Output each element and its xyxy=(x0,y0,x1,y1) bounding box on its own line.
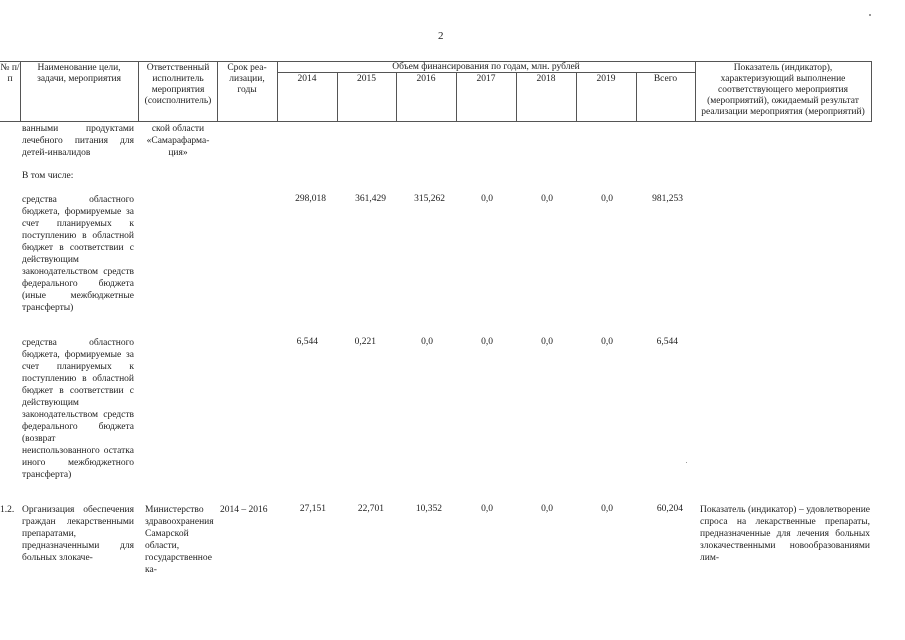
row-item-1-2-name: Организация обеспечения граждан лекарственными препаратами, предназначенными для больных злокаче- xyxy=(22,505,134,563)
value-2016: 315,262 xyxy=(414,194,445,204)
header-year: 2016 xyxy=(416,74,436,84)
row-cont-name: ванными продуктами лечебного питания для детей-инвалидов xyxy=(22,124,134,158)
col-divider xyxy=(217,61,218,122)
header-year: 2018 xyxy=(536,74,556,84)
value-2017: 0,0 xyxy=(481,194,493,204)
col-divider xyxy=(695,61,696,122)
col-divider xyxy=(20,61,21,122)
value-total: 981,253 xyxy=(652,194,683,204)
header-col-financing: Объем финансирования по годам, млн. рублей xyxy=(392,62,580,72)
value-2014: 27,151 xyxy=(299,504,326,514)
value-2017: 0,0 xyxy=(481,337,493,347)
value-2019: 0,0 xyxy=(601,504,613,514)
value-total: 60,204 xyxy=(656,504,683,514)
value-2019: 0,0 xyxy=(601,194,613,204)
header-total: Всего xyxy=(653,74,678,84)
scan-speck xyxy=(686,462,687,463)
value-2014: 6,544 xyxy=(296,337,318,347)
value-total: 6,544 xyxy=(656,337,678,347)
row-unused-return-name: средства областного бюджета, формируемые за счет планируемых к поступлению в областной бюджет в соответствии с действующим законодательством средств федерального бюджета (возврат неиспользованного остатка иного межбюджетного трансферта) xyxy=(22,338,134,480)
scan-speck xyxy=(869,14,871,16)
col-divider xyxy=(138,61,139,122)
row-item-1-2-executor: Министерство здравоохранения Самарской области, государственное ка- xyxy=(145,505,214,575)
header-col-num: № п/п xyxy=(0,63,20,84)
value-2015: 0,221 xyxy=(354,337,376,347)
header-year: 2017 xyxy=(476,74,496,84)
row-cont-executor: ской области «Самарафарма-ция» xyxy=(146,124,210,158)
header-year: 2019 xyxy=(596,74,616,84)
value-2018: 0,0 xyxy=(541,504,553,514)
value-2016: 0,0 xyxy=(421,337,433,347)
header-year: 2014 xyxy=(297,74,317,84)
value-2019: 0,0 xyxy=(601,337,613,347)
row-item-1-2-indicator: Показатель (индикатор) – удовлетворение спроса на лекарственные препараты, предназначенные для лечения больных злокачественными новообразованиями лим- xyxy=(700,505,870,563)
page-number: 2 xyxy=(438,30,444,42)
header-year: 2015 xyxy=(357,74,376,84)
value-2014: 298,018 xyxy=(295,194,326,204)
value-2018: 0,0 xyxy=(541,194,553,204)
header-col-indicator: Показатель (индикатор), характеризующий выполнение соответствующего мероприятия (мероприятий), ожидаемый результат реализации мероприятия (мероприятий) xyxy=(701,63,865,117)
header-bottom-rule xyxy=(0,121,872,122)
col-divider xyxy=(871,61,872,122)
row-item-1-2-term: 2014 – 2016 xyxy=(220,505,268,515)
header-col-term: Срок реа-лизации, годы xyxy=(227,63,267,95)
value-2016: 10,352 xyxy=(415,504,442,514)
row-number: 1.2. xyxy=(0,505,15,515)
value-2018: 0,0 xyxy=(541,337,553,347)
value-2015: 361,429 xyxy=(355,194,386,204)
value-2015: 22,701 xyxy=(357,504,384,514)
including-label: В том числе: xyxy=(22,171,74,181)
value-2017: 0,0 xyxy=(481,504,493,514)
row-federal-transfers-name: средства областного бюджета, формируемые за счет планируемых к поступлению в областной бюджет в соответствии с действующим законодательством средств федерального бюджета (иные межбюджетные трансферты) xyxy=(22,195,134,313)
header-col-executor: Ответственный исполнитель мероприятия (соисполнитель) xyxy=(144,63,212,106)
header-col-name: Наименование цели, задачи, мероприятия xyxy=(37,63,121,84)
